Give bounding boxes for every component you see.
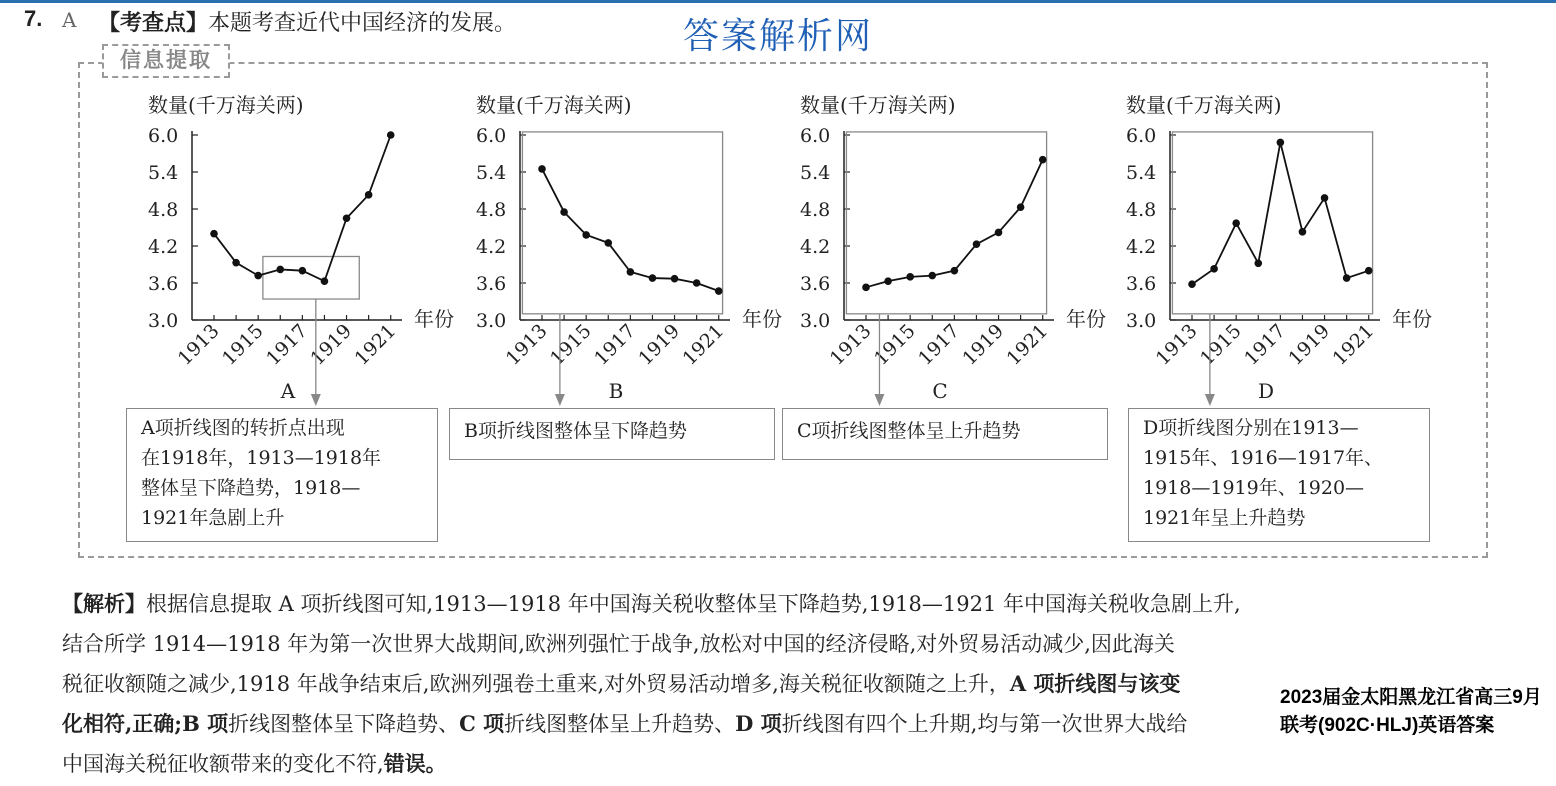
x-tick-label: 1919: [306, 319, 357, 370]
question-number: 7.: [24, 6, 43, 31]
data-point: [321, 277, 329, 285]
data-point: [604, 239, 612, 247]
y-tick-label: 4.8: [800, 199, 831, 221]
analysis-bold: A 项折线图与该变: [1009, 671, 1181, 696]
x-tick-label: 1915: [217, 319, 268, 370]
y-axis-label: 数量(千万海关两): [148, 93, 304, 117]
data-point: [210, 230, 218, 238]
x-tick-label: 1919: [958, 319, 1009, 370]
data-point: [973, 240, 981, 248]
data-point: [928, 272, 936, 280]
y-tick-label: 3.6: [476, 273, 507, 295]
y-axis-label: 数量(千万海关两): [476, 93, 632, 117]
x-tick-label: 1913: [825, 319, 876, 370]
data-point: [1232, 219, 1240, 227]
analysis-text: 税征收额随之减少,1918 年战争结束后,欧洲列强卷土重来,对外贸易活动增多,海关税征收额随之上升，: [62, 672, 1010, 696]
y-tick-label: 6.0: [800, 125, 831, 147]
chart-option-letter: C: [932, 379, 948, 403]
y-tick-label: 5.4: [148, 162, 179, 184]
x-tick-label: 1913: [501, 319, 552, 370]
y-tick-label: 5.4: [1126, 162, 1157, 184]
highlight-box: [522, 132, 722, 314]
top-border-line: [0, 0, 1556, 3]
line-chart-d: [1078, 80, 1432, 403]
overlay-caption: 2023届金太阳黑龙江省高三9月联考(902C·HLJ)英语答案: [1280, 684, 1556, 740]
x-axis-label: 年份: [1392, 307, 1432, 331]
x-axis-label: 年份: [1066, 307, 1106, 331]
data-point: [387, 131, 395, 139]
watermark-text: 答案解析网: [683, 16, 874, 56]
option-d-line: 1915年、1916—1917年、: [1143, 447, 1384, 469]
data-point: [671, 275, 679, 283]
data-point: [862, 284, 870, 292]
analysis-line-2: 结合所学 1914—1918 年为第一次世界大战期间,欧洲列强忙于战争,放松对中国的经济侵略,对外贸易活动减少,因此海关: [62, 632, 1175, 656]
x-tick-label: 1919: [634, 319, 685, 370]
y-tick-label: 4.2: [476, 236, 507, 258]
x-tick-label: 1921: [1002, 319, 1053, 370]
data-point: [627, 268, 635, 276]
y-axis-label: 数量(千万海关两): [1126, 93, 1282, 117]
option-b-line: B项折线图整体呈下降趋势: [464, 420, 687, 442]
topic-tag: 【考查点】: [98, 10, 209, 36]
question-topic: [98, 6, 516, 37]
data-point: [951, 267, 959, 275]
option-a-line: A项折线图的转折点出现: [141, 417, 345, 439]
highlight-box: [1172, 132, 1372, 314]
chart-option-letter: A: [280, 379, 296, 403]
y-tick-label: 4.2: [1126, 236, 1157, 258]
data-point: [1321, 194, 1329, 202]
option-a-line: 1921年急剧上升: [141, 507, 285, 529]
option-a-line: 在1918年，1913—1918年: [141, 447, 382, 469]
line-chart-b: [428, 80, 782, 403]
data-point: [649, 274, 657, 282]
data-point: [1299, 228, 1307, 236]
series-line: [1192, 142, 1369, 284]
highlight-box: [846, 132, 1046, 314]
x-tick-label: 1917: [262, 319, 312, 370]
option-a-line: 整体呈下降趋势，1918—: [141, 477, 361, 499]
data-point: [538, 165, 546, 173]
data-point: [365, 191, 373, 199]
x-axis-label: 年份: [742, 307, 782, 331]
analysis-text: 折线图有四个上升期,均与第一次世界大战给: [781, 712, 1188, 736]
x-tick-label: 1917: [914, 319, 964, 370]
analysis-line-5: [62, 744, 1512, 784]
data-point: [693, 279, 701, 287]
x-tick-label: 1921: [350, 319, 401, 370]
y-tick-label: 6.0: [148, 125, 179, 147]
data-point: [343, 214, 351, 222]
analysis-bold: 化相符,正确;B 项: [62, 711, 229, 736]
option-c-box: [782, 408, 1108, 460]
y-tick-label: 3.0: [476, 310, 507, 332]
chart-svg: [428, 80, 782, 403]
data-point: [995, 229, 1003, 237]
analysis-tag: 【解析】: [62, 591, 146, 616]
x-tick-label: 1919: [1284, 319, 1335, 370]
analysis-text: 根据信息提取 A 项折线图可知,1913—1918 年中国海关税收整体呈下降趋势,1918—1921 年中国海关税收急剧上升,: [146, 592, 1241, 616]
y-tick-label: 3.0: [148, 310, 179, 332]
y-tick-label: 6.0: [1126, 125, 1157, 147]
option-d-line: 1918—1919年、1920—: [1143, 477, 1365, 499]
data-point: [582, 231, 590, 239]
data-point: [299, 267, 307, 275]
x-tick-label: 1915: [1195, 319, 1246, 370]
data-point: [1017, 203, 1025, 211]
option-d-line: D项折线图分别在1913—: [1143, 417, 1359, 439]
data-point: [1343, 274, 1351, 282]
info-extraction-tag: 信息提取: [102, 44, 230, 78]
y-tick-label: 4.8: [148, 199, 179, 221]
analysis-text: 折线图整体呈下降趋势、: [228, 712, 460, 736]
y-tick-label: 3.0: [800, 310, 831, 332]
x-tick-label: 1915: [545, 319, 596, 370]
y-tick-label: 4.2: [800, 236, 831, 258]
chart-option-letter: D: [1257, 379, 1275, 403]
data-point: [276, 266, 284, 274]
x-tick-label: 1917: [590, 319, 640, 370]
option-c-line: C项折线图整体呈上升趋势: [797, 420, 1021, 442]
y-tick-label: 4.8: [476, 199, 507, 221]
data-point: [1210, 265, 1218, 273]
y-axis-label: 数量(千万海关两): [800, 93, 956, 117]
data-point: [715, 287, 723, 295]
data-point: [254, 272, 262, 280]
x-tick-label: 1921: [1328, 319, 1379, 370]
option-d-line: 1921年呈上升趋势: [1143, 507, 1306, 529]
analysis-bold: C 项: [459, 711, 505, 736]
analysis-text: 折线图整体呈上升趋势、: [504, 712, 736, 736]
y-tick-label: 5.4: [800, 162, 831, 184]
data-point: [232, 259, 240, 267]
chart-svg: [100, 80, 454, 403]
x-tick-label: 1917: [1240, 319, 1290, 370]
x-tick-label: 1913: [1151, 319, 1202, 370]
x-axis-label: 年份: [414, 307, 454, 331]
y-tick-label: 3.6: [1126, 273, 1157, 295]
y-tick-label: 4.8: [1126, 199, 1157, 221]
analysis-line-1: [62, 584, 1512, 624]
line-chart-a: [100, 80, 454, 403]
y-tick-label: 6.0: [476, 125, 507, 147]
analysis-bold: 错误。: [383, 751, 447, 776]
option-b-box: [449, 408, 775, 460]
option-a-box: [126, 408, 438, 542]
series-line: [214, 135, 391, 281]
option-d-box: [1128, 408, 1430, 542]
data-point: [1188, 280, 1196, 288]
data-point: [1254, 259, 1262, 267]
chart-svg: [1078, 80, 1432, 403]
x-tick-label: 1915: [869, 319, 920, 370]
y-tick-label: 5.4: [476, 162, 507, 184]
topic-text: 本题考查近代中国经济的发展。: [208, 11, 517, 36]
data-point: [1039, 156, 1047, 164]
analysis-bold: D 项: [735, 711, 782, 736]
data-point: [560, 208, 568, 216]
y-tick-label: 3.6: [800, 273, 831, 295]
data-point: [1365, 267, 1373, 275]
y-tick-label: 4.2: [148, 236, 179, 258]
y-tick-label: 3.0: [1126, 310, 1157, 332]
data-point: [884, 277, 892, 285]
data-point: [906, 273, 914, 281]
data-point: [1277, 139, 1285, 147]
x-tick-label: 1913: [173, 319, 224, 370]
question-answer: A: [62, 8, 77, 32]
chart-svg: [752, 80, 1106, 403]
analysis-text: 中国海关税征收额带来的变化不符,: [62, 752, 384, 776]
highlight-box: [263, 256, 359, 299]
line-chart-c: [752, 80, 1106, 403]
y-tick-label: 3.6: [148, 273, 179, 295]
x-tick-label: 1921: [678, 319, 729, 370]
chart-option-letter: B: [608, 379, 624, 403]
